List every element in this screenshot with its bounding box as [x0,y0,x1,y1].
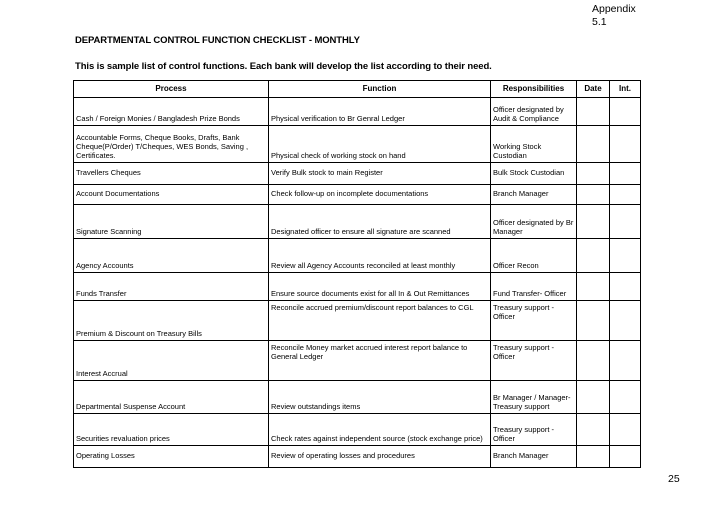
date-cell [577,381,610,414]
int-cell [610,163,641,185]
responsibility-cell: Br Manager / Manager- Treasury support [491,381,577,414]
table-row [74,446,641,468]
process-cell: Premium & Discount on Treasury Bills [74,301,269,341]
header-int: Int. [610,81,641,98]
int-cell [610,205,641,239]
function-cell: Physical verification to Br Genral Ledger [269,98,491,126]
function-cell: Check follow-up on incomplete documentations [269,185,491,205]
responsibility-cell: Working Stock Custodian [491,126,577,163]
int-cell [610,414,641,446]
date-cell [577,163,610,185]
date-cell [577,98,610,126]
process-cell: Agency Accounts [74,239,269,273]
control-checklist-table [73,80,641,468]
table-row [74,185,641,205]
process-cell: Interest Accrual [74,341,269,381]
int-cell [610,239,641,273]
appendix-label-line1: Appendix [592,3,636,15]
responsibility-cell: Officer Recon [491,239,577,273]
page-number: 25 [668,473,680,485]
function-cell: Physical check of working stock on hand [269,126,491,163]
int-cell [610,126,641,163]
responsibility-cell: Bulk Stock Custodian [491,163,577,185]
responsibility-cell: Officer designated by Br Manager [491,205,577,239]
int-cell [610,301,641,341]
int-cell [610,185,641,205]
date-cell [577,185,610,205]
date-cell [577,273,610,301]
process-cell: Departmental Suspense Account [74,381,269,414]
responsibility-cell: Branch Manager [491,185,577,205]
function-cell: Designated officer to ensure all signature are scanned [269,205,491,239]
date-cell [577,414,610,446]
process-cell: Funds Transfer [74,273,269,301]
int-cell [610,341,641,381]
int-cell [610,98,641,126]
date-cell [577,446,610,468]
header-responsibilities: Responsibilities [491,81,577,98]
process-cell: Cash / Foreign Monies / Bangladesh Prize Bonds [74,98,269,126]
document-title: DEPARTMENTAL CONTROL FUNCTION CHECKLIST - MONTHLY [75,35,360,46]
date-cell [577,205,610,239]
int-cell [610,446,641,468]
intro-text: This is sample list of control functions. Each bank will develop the list according to their need. [75,61,492,72]
process-cell: Travellers Cheques [74,163,269,185]
appendix-label-line2: 5.1 [592,16,607,28]
header-date: Date [577,81,610,98]
table-row [74,414,641,446]
process-cell: Account Documentations [74,185,269,205]
table-row [74,163,641,185]
header-function: Function [269,81,491,98]
int-cell [610,381,641,414]
function-cell: Ensure source documents exist for all In & Out Remittances [269,273,491,301]
responsibility-cell: Officer designated by Audit & Compliance [491,98,577,126]
responsibility-cell: Treasury support - Officer [491,341,577,381]
header-process: Process [74,81,269,98]
responsibility-cell: Branch Manager [491,446,577,468]
table-row [74,381,641,414]
date-cell [577,126,610,163]
table-row [74,341,641,381]
process-cell: Accountable Forms, Cheque Books, Drafts, Bank Cheque(P/Order) T/Cheques, WES Bonds, Saving , Certificates. [74,126,269,163]
responsibility-cell: Treasury support - Officer [491,414,577,446]
function-cell: Review of operating losses and procedures [269,446,491,468]
table-row [74,205,641,239]
appendix-label [592,3,652,29]
table-header-row [74,81,641,98]
date-cell [577,239,610,273]
process-cell: Securities revaluation prices [74,414,269,446]
date-cell [577,341,610,381]
table-row [74,126,641,163]
table-row [74,239,641,273]
function-cell: Review all Agency Accounts reconciled at least monthly [269,239,491,273]
function-cell: Review outstandings items [269,381,491,414]
function-cell: Check rates against independent source (stock exchange price) [269,414,491,446]
function-cell: Reconcile Money market accrued interest report balance to General Ledger [269,341,491,381]
table-row [74,98,641,126]
date-cell [577,301,610,341]
function-cell: Reconcile accrued premium/discount report balances to CGL [269,301,491,341]
process-cell: Signature Scanning [74,205,269,239]
int-cell [610,273,641,301]
process-cell: Operating Losses [74,446,269,468]
responsibility-cell: Treasury support - Officer [491,301,577,341]
table-row [74,273,641,301]
table-row [74,301,641,341]
responsibility-cell: Fund Transfer- Officer [491,273,577,301]
function-cell: Verify Bulk stock to main Register [269,163,491,185]
